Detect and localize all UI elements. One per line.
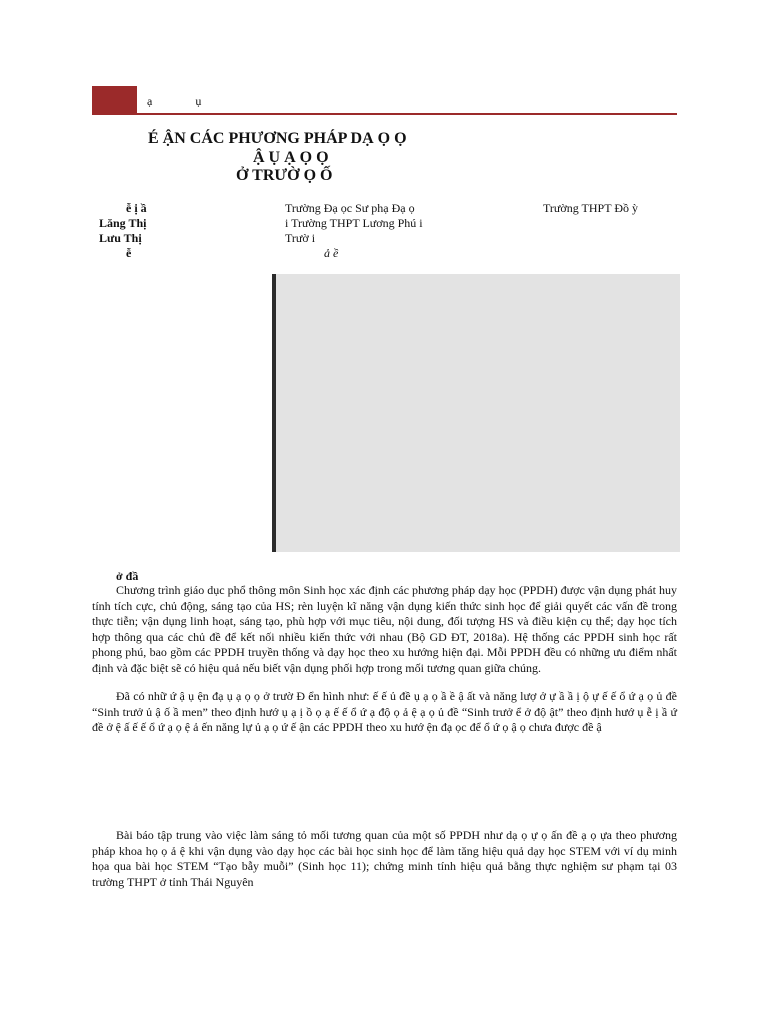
paragraph-2 bbox=[92, 689, 677, 736]
author-affiliation-3: i Trường THPT Lương Phú i bbox=[285, 216, 423, 230]
section-heading: ở đầ bbox=[116, 569, 139, 583]
author-name-3: Lưu Thị bbox=[99, 231, 142, 245]
running-title: ạ ụ bbox=[147, 94, 202, 108]
paragraph-1-text: Chương trình giáo dục phổ thông môn Sinh học xác định các phương pháp dạy học (PPDH) được vận dụng phát huy tính tích cực, chủ động, sáng tạo của HS; rèn luyện kĩ năng vận dụng kiến thức sinh học để giải quyết các vấn đề trong thực tiễn; vận dụng linh hoạt, sáng tạo, phù hợp với mục tiêu, nội dung, đối tượng HS và điều kiện cụ thể; dạy học tích hợp thông qua các chủ đề để kết nối nhiều kiến thức với nhau (Bộ GD ĐT, 2018a). Hệ thống các PPDH sinh học rất phong phú, bao gồm các PPDH truyền thống và dạy học theo xu hướng hiện đại. Mỗi PPDH đều có những ưu điểm nhất định và đặc biệt sẽ có hiệu quả nếu biết vận dụng phối hợp trong mối tương quan giữa chúng. bbox=[92, 583, 677, 675]
paragraph-2-text: Đã có nhữ ứ ậ ụ ện đạ ụ ạ ọ ọ ở trườ Đ ển hình như: ế ế ủ đề ụ ạ ọ ầ ề ậ ất và năng lượ ở ự ầ ầ ị ộ ự ế ế ổ ứ ạ ọ ủ đề “Sinh trưở ủ ậ ố ầ men” theo định hướ ụ ạ ị ồ ọ ạ ế ế ổ ứ ạ độ ọ ả ệ ạ ọ ủ đề “Sinh trưở ể ở độ ật” theo định hướ ụ ễ ị ầ ứ đề ở ệ ấ ế ế ổ ứ ạ ọ ệ ả ến năng lự ủ ạ ọ ứ ế ận các PPDH theo xu hướ ện đạ ọc để ổ ứ ọ ậ ọ chưa được đề ậ bbox=[92, 689, 677, 735]
paragraph-3-text: Bài báo tập trung vào việc làm sáng tỏ mối tương quan của một số PPDH như dạ ọ ự ọ ấn đề ạ ọ ựa theo phương pháp khoa họ ọ ả ệ khi vận dụng vào dạy học các bài học sinh học để làm tăng hiệu quả dạy học STEM với ví dụ minh họa qua bài học STEM “Tạo bẫy muỗi” (Sinh học 11); chứng minh tính hiệu quả bằng thực nghiệm sư phạm tại 03 trường THPT ở tỉnh Thái Nguyên bbox=[92, 828, 677, 889]
author-affiliation-2: Trường THPT Đồ ỳ bbox=[543, 201, 638, 215]
paragraph-1 bbox=[92, 583, 677, 677]
article-title-line-1: É ẬN CÁC PHƯƠNG PHÁP DẠ Ọ Ọ bbox=[148, 130, 407, 147]
article-title-line-3: Ở TRƯỜ Ọ Ố bbox=[236, 167, 333, 184]
author-affiliation-4: Trườ i bbox=[285, 231, 316, 245]
author-affiliation-1: Trường Đạ ọc Sư phạ Đạ ọ bbox=[285, 201, 415, 215]
header-rule bbox=[92, 113, 677, 115]
corresponding-note: ả ề bbox=[324, 246, 339, 260]
paragraph-3 bbox=[92, 828, 677, 890]
header-color-block bbox=[92, 86, 137, 115]
article-title-line-2: Ậ Ụ Ạ Ọ Ọ bbox=[253, 149, 329, 166]
author-name-2: Lăng Thị bbox=[99, 216, 147, 230]
author-name-4: ễ bbox=[126, 246, 132, 260]
abstract-figure-placeholder bbox=[272, 274, 680, 552]
author-name-1: ễ ị ầ bbox=[126, 201, 147, 215]
